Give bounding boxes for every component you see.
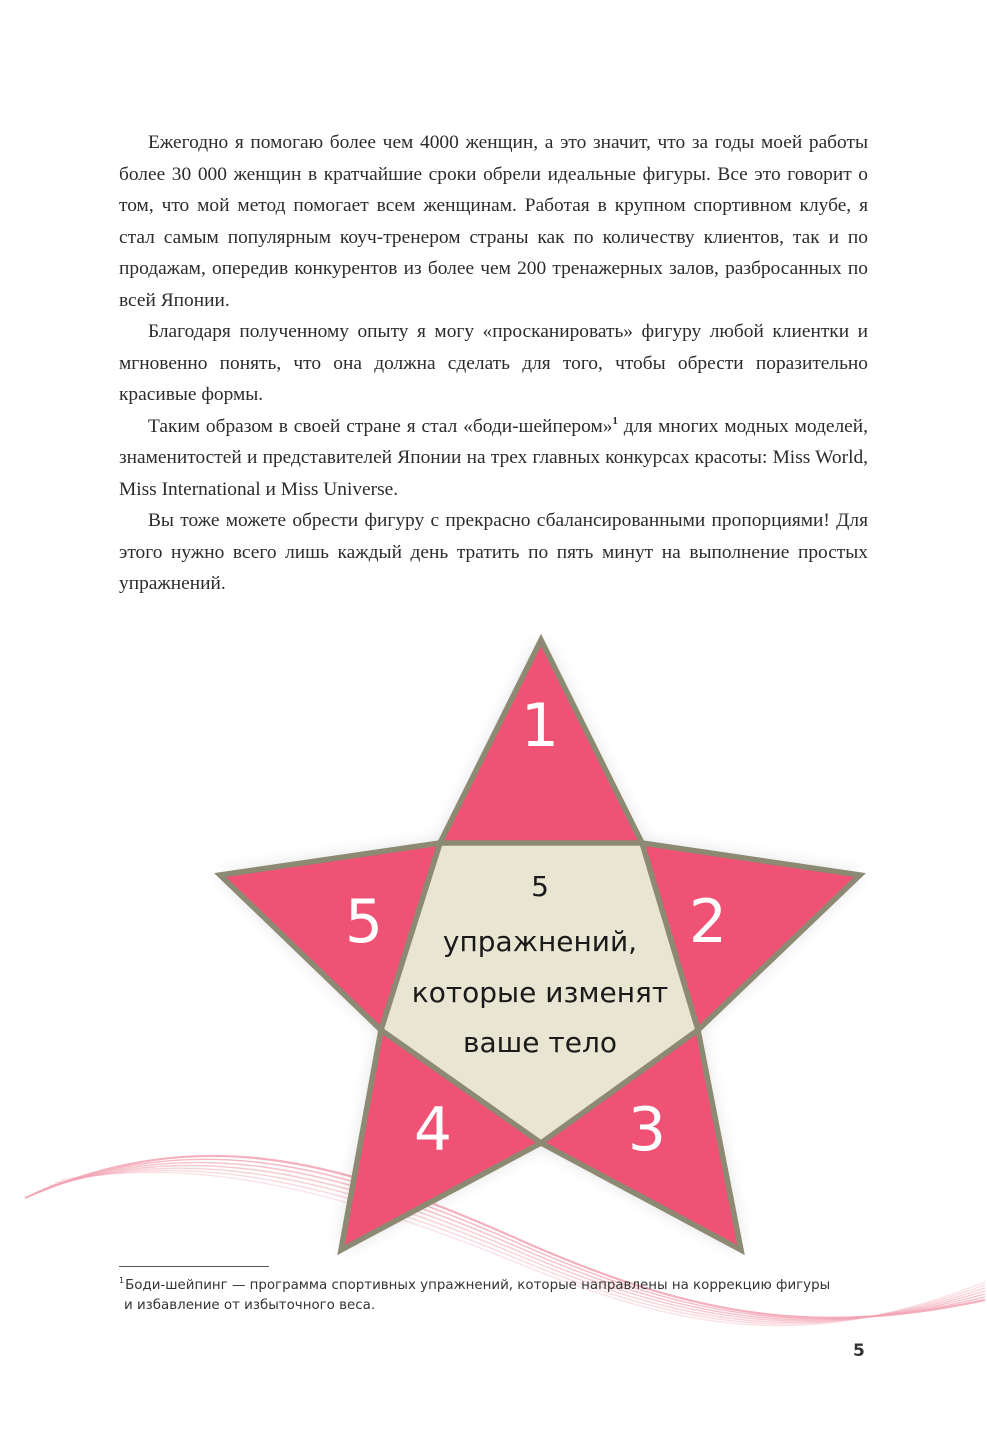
star-figure — [0, 600, 987, 1360]
footnote-divider — [119, 1266, 269, 1267]
paragraph-2: Благодаря полученному опыту я могу «просканировать» фигуру любой клиентки и мгновенно понять, что она должна сделать для того, чтобы обрести поразительно красивые формы. — [119, 321, 868, 405]
paragraph-1: Ежегодно я помогаю более чем 4000 женщин, а это значит, что за годы моей работы более 30 000 женщин в кратчайшие сроки обрели идеальные фигуры. Все это говорит о том, что мой метод помогает всем женщинам. Работая в крупном спортивном клубе, я стал самым популярным коуч-тренером страны как по количеству клиентов, так и по продажам, опередив конкурентов из более чем 200 тренажерных залов, разбросанных по всей Японии. — [119, 132, 868, 311]
footnote-line-1: Боди-шейпинг — программа спортивных упражнений, которые направлены на коррекцию фигуры — [125, 1278, 831, 1293]
paragraph-4: Вы тоже можете обрести фигуру с прекрасно сбалансированными пропорциями! Для этого нужно всего лишь каждый день тратить по пять минут на выполнение простых упражнений. — [119, 510, 868, 594]
paragraph-3-start: Таким образом в своей стране я стал «боди-шейпером» — [148, 415, 613, 437]
footnote — [119, 1271, 849, 1316]
footnote-line-2: и избавление от избыточного веса. — [124, 1298, 376, 1313]
center-title-line-1: 5 — [531, 870, 549, 903]
paragraph-3 — [119, 411, 868, 506]
center-title-line-2: упражнений, — [442, 925, 638, 958]
center-title-line-4: ваше тело — [463, 1026, 617, 1059]
paragraph-3-end: для многих модных моделей, знаменитостей и представителей Японии на трех главных конкурсах красоты: Miss World, Miss International и Miss Universe. — [119, 415, 868, 500]
center-title-line-3: которые изменят — [411, 976, 669, 1009]
point-number-2: 2 — [688, 887, 728, 957]
point-number-4: 4 — [413, 1095, 453, 1165]
footnote-reference[interactable]: 1 — [612, 414, 618, 427]
body-text — [119, 127, 868, 600]
point-number-1: 1 — [520, 691, 560, 761]
footnote-mark: 1 — [119, 1276, 125, 1285]
point-number-3: 3 — [627, 1095, 667, 1165]
page-number: 5 — [853, 1341, 865, 1361]
point-number-5: 5 — [344, 887, 384, 957]
